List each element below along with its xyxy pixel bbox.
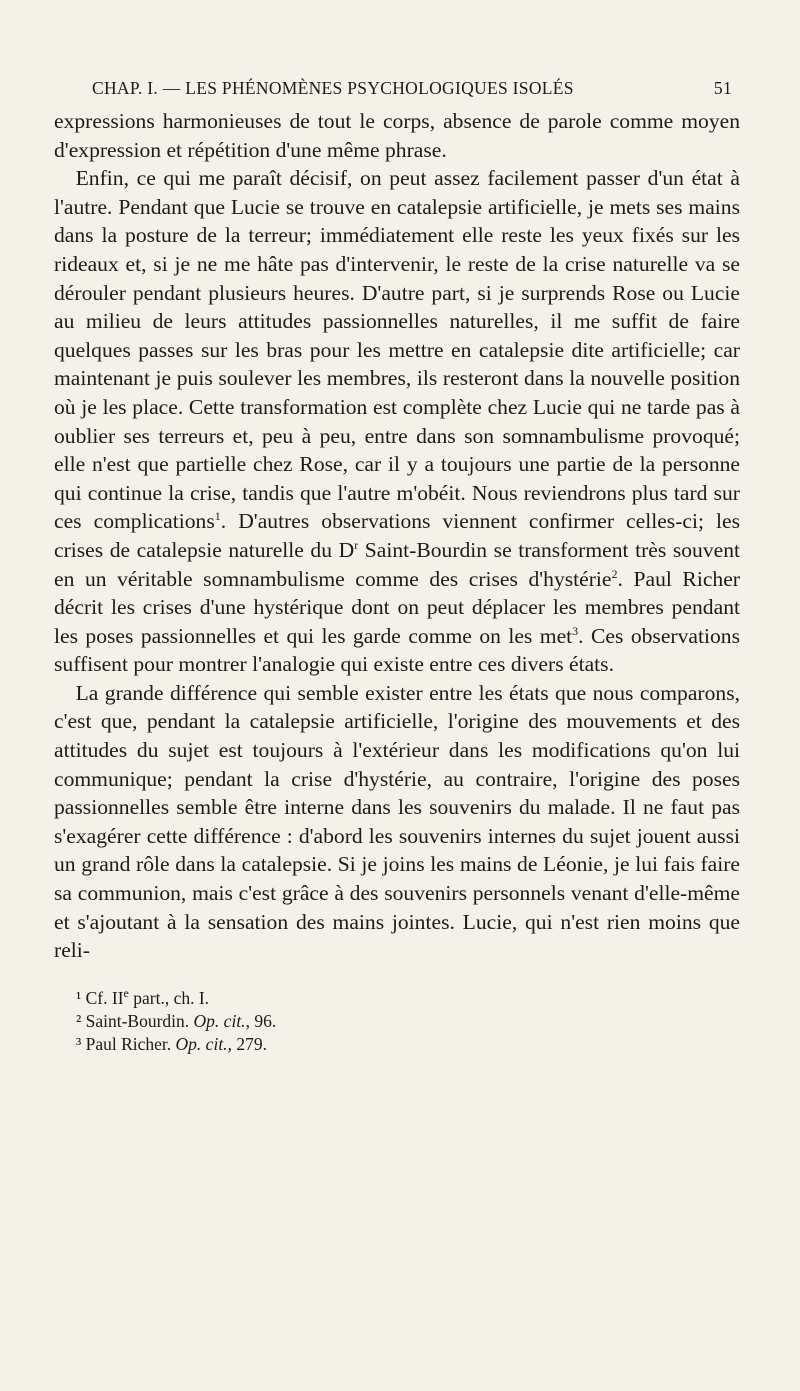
paragraph-continued: expressions harmonieuses de tout le corps, absence de parole comme moyen d'expression et répétition d'une même phrase. <box>54 109 740 162</box>
paragraph-transition: Enfin, ce qui me paraît décisif, on peut assez facilement passer d'un état à l'autre. Pendant que Lucie se trouve en catalepsie artificielle, je mets ses mains dans la posture de la terreur; immédiatement elle reste les yeux fixés sur les rideaux et, si je ne me hâte pas d'intervenir, le reste de la crise naturelle va se dérouler pendant plusieurs heures. D'autre part, si je surprends Rose ou Lucie au milieu de leurs attitudes passionnelles naturelles, il me suffit de faire quelques passes sur les bras pour les mettre en catalepsie dite artificielle; car maintenant je puis soulever les membres, ils resteront dans la nouvelle position où je les place. Cette transformation est complète chez Lucie qui ne tarde pas à oublier ses terreurs et, peu à peu, entre dans son somnambulisme provoqué; elle n'est que partielle chez Rose, car il y a toujours une partie de la personne qui continue la crise, tandis que l'autre m'obéit. Nous reviendrons plus tard sur ces complications$^1$. D'autres observations viennent confirmer celles-ci; les crises de catalepsie naturelle du $D^r$ Saint-Bourdin se transforment très souvent en un véritable somnambulisme comme des crises d'hystérie$^2$. Paul Richer décrit les crises d'une hystérique dont on peut déplacer les membres pendant les poses passionnelles et qui les garde comme on les met$^3$. Ces observations suffisent pour montrer l'analogie qui existe entre ces divers états. <box>54 166 741 677</box>
doctor-abbrev-sup: r <box>354 537 359 552</box>
chapter-title: CHAP. I. — LES PHÉNOMÈNES PSYCHOLOGIQUES ISOLÉS <box>92 78 574 98</box>
footnote-ref-1: 1 <box>214 509 221 524</box>
footnote-ref-3: 3 <box>572 623 579 638</box>
book-page <box>54 78 740 1056</box>
footnote-1: ¹ Cf. IIe part., ch. I. <box>76 985 210 1008</box>
footnote-ref-2: 2 <box>611 566 618 581</box>
running-head <box>54 78 740 99</box>
footnote-3: ³ Paul Richer. Op. cit., 279. <box>76 1033 267 1054</box>
footnotes <box>54 987 740 1056</box>
footnote-2: ² Saint-Bourdin. Op. cit., 96. <box>76 1010 277 1031</box>
body-text <box>54 107 740 965</box>
page-number: 51 <box>713 78 732 98</box>
paragraph-difference: La grande différence qui semble exister entre les états que nous comparons, c'est que, pendant la catalepsie artificielle, l'origine des mouvements et des attitudes du sujet est toujours à l'extérieur dans les modifications qu'on lui communique; pendant la crise d'hystérie, au contraire, l'origine des poses passionnelles semble être interne dans les souvenirs du malade. Il ne faut pas s'exagérer cette différence : d'abord les souvenirs internes du sujet jouent aussi un grand rôle dans la catalepsie. Si je joins les mains de Léonie, je lui fais faire sa communion, mais c'est grâce à des souvenirs personnels venant d'elle-même et s'ajoutant à la sensation des mains jointes. Lucie, qui n'est rien moins que reli- <box>54 680 740 963</box>
